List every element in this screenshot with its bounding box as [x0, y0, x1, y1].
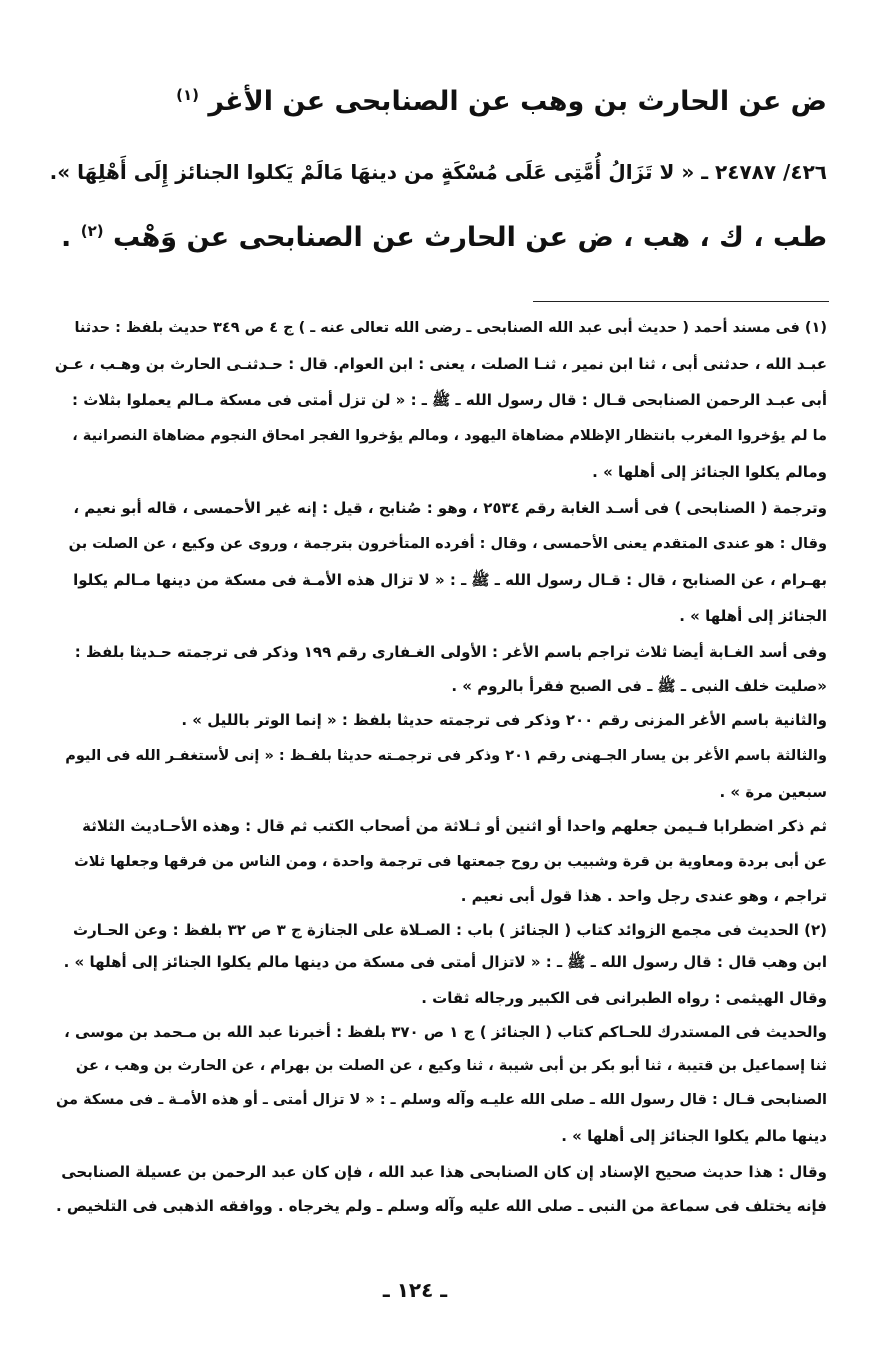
footnote-line: وقال الهيثمى : رواه الطبرانى فى الكبير ورجاله ثقات . — [421, 989, 827, 1007]
footnote-line: والحديث فى المستدرك للحـاكم كتاب ( الجنائز ) ج ١ ص ٣٧٠ بلفظ : أخبرنا عبد الله بن مـحمد بن موسى ، — [64, 1023, 827, 1041]
footnote-line: والثانية باسم الأغر المزنى رقم ٢٠٠ وذكر فى ترجمته حديثا بلفظ : « إنما الوتر بالليل » . — [181, 711, 827, 729]
footnote-line: عبـد الله ، حدثنى أبى ، ثنا ابن نمير ، ثنـا الصلت ، يعنى : ابن العوام. قال : حـدثنـى الحارث بن وهـب ، عـن — [54, 355, 827, 373]
footnote-line: دينها مالم يكلوا الجنائز إلى أهلها » . — [561, 1127, 827, 1145]
footnote-marker-1: (١) — [176, 86, 199, 104]
footnote-line: (٢) الحديث فى مجمع الزوائد كتاب ( الجنائز ) باب : الصـلاة على الجنازة ج ٣ ص ٣٢ بلفظ : وعن الحـارث — [73, 921, 827, 939]
footnote-marker-2: (٢) — [80, 222, 104, 240]
footnote-line: ثنا إسماعيل بن قتيبة ، ثنا أبو بكر بن أبى شيبة ، ثنا وكيع ، عن الصلت بن بهرام ، عن الحارث بن وهب ، عن — [75, 1058, 827, 1074]
footnote-line: سبعين مرة » . — [719, 783, 827, 801]
hadith-line-1-text: ض عن الحارث بن وهب عن الصنابحى عن الأغر — [208, 86, 827, 117]
hadith-line-1 — [47, 82, 827, 122]
footnote-line: بهـرام ، عن الصنابح ، قال : قـال رسول الله ـ ﷺ ـ : « لا تزال هذه الأمـة فى مسكة من دينها مـالم يكلوا — [73, 571, 827, 589]
footnote-line: «صليت خلف النبى ـ ﷺ ـ فى الصبح فقرأ بالروم » . — [451, 677, 827, 695]
footnote-line: الجنائز إلى أهلها » . — [679, 607, 827, 625]
footnote-line: الصنابحى قـال : قال رسول الله ـ صلى الله عليـه وآله وسلم ـ : « لا تزال أمتى ـ أو هذه الأمـة ـ فى مسكة من — [56, 1092, 827, 1108]
page-number: ـ ١٢٤ ـ — [382, 1278, 448, 1302]
footnote-line: عن أبى بردة ومعاوية بن قرة وشبيب بن روح جمعتها فى ترجمة واحدة ، ومن الناس من فرقها وجعلها ثلاث — [74, 854, 827, 870]
footnote-line: فإنه يختلف فى سماعة من النبى ـ صلى الله عليه وآله وسلم ـ ولم يخرجاه . ووافقه الذهبى فى التلخيص . — [56, 1197, 827, 1215]
footnote-line: والثالثة باسم الأغر بن يسار الجـهنى رقم ٢٠١ وذكر فى ترجمـته حديثا بلفـظ : « إنى لأستغفـر الله فى اليوم — [65, 748, 827, 764]
footnote-line: ما لم يؤخروا المغرب بانتظار الإظلام مضاهاة اليهود ، ومالم يؤخروا الفجر امحاق النجوم مضاهاة النصرانية ، — [72, 428, 827, 444]
footnote-line: وقال : هذا حديث صحيح الإسناد إن كان الصنابحى هذا عبد الله ، فإن كان عبد الرحمن بن عسيلة الصنابحى — [61, 1163, 827, 1181]
footnote-line: ثم ذكر اضطرابا فـيمن جعلهم واحدا أو اثنين أو ثـلاثة من أصحاب الكتب ثم قال : وهذه الأحـاديث الثلاثة — [82, 817, 827, 835]
hadith-line-2: ٤٢٦/ ٢٤٧٨٧ ـ « لا تَزَالُ أُمَّتِى عَلَى مُسْكَةٍ من دينهَا مَالَمْ يَكلوا الجنائز إِلَى أَهْلِهَا ». — [49, 160, 827, 184]
footnote-line: (١) فى مسند أحمد ( حديث أبى عبد الله الصنابحى ـ رضى الله تعالى عنه ـ ) ج ٤ ص ٣٤٩ حديث بلفظ : حدثنا — [74, 320, 827, 336]
footnote-line: وفى أسد الغـابة أيضا ثلاث تراجم باسم الأغر : الأولى الغـفارى رقم ١٩٩ وذكر فى ترجمته حـديثا بلفظ : — [74, 643, 827, 661]
footnote-line: ابن وهب قال : قال رسول الله ـ ﷺ ـ : « لاتزال أمتى فى مسكة من دينها مالم يكلوا الجنائز إلى أهلها » . — [63, 953, 827, 971]
footnote-separator — [533, 301, 829, 302]
hadith-line-3 — [47, 218, 827, 258]
footnote-line: وترجمة ( الصنابحى ) فى أسـد الغابة رقم ٢٥٣٤ ، وهو : صُنابح ، قيل : إنه غير الأحمسى ، قاله أبو نعيم ، — [73, 499, 827, 517]
footnote-line: تراجم ، وهو عندى رجل واحد . هذا قول أبى نعيم . — [460, 887, 827, 905]
hadith-line-3-end: . — [61, 222, 72, 253]
footnote-line: ومالم يكلوا الجنائز إلى أهلها » . — [592, 463, 827, 481]
footnote-line: وقال : هو عندى المتقدم يعنى الأحمسى ، وقال : أفرده المتأخرون بترجمة ، وروى عن وكيع ، عن الصلت بن — [68, 536, 827, 552]
footnote-line: أبى عبـد الرحمن الصنابحى قـال : قال رسول الله ـ ﷺ ـ : « لن تزل أمتى فى مسكة مـالم يعملوا بثلاث : — [71, 391, 827, 409]
hadith-line-3-text: طب ، ك ، هب ، ض عن الحارث عن الصنابحى عن وَهْب — [113, 222, 827, 253]
